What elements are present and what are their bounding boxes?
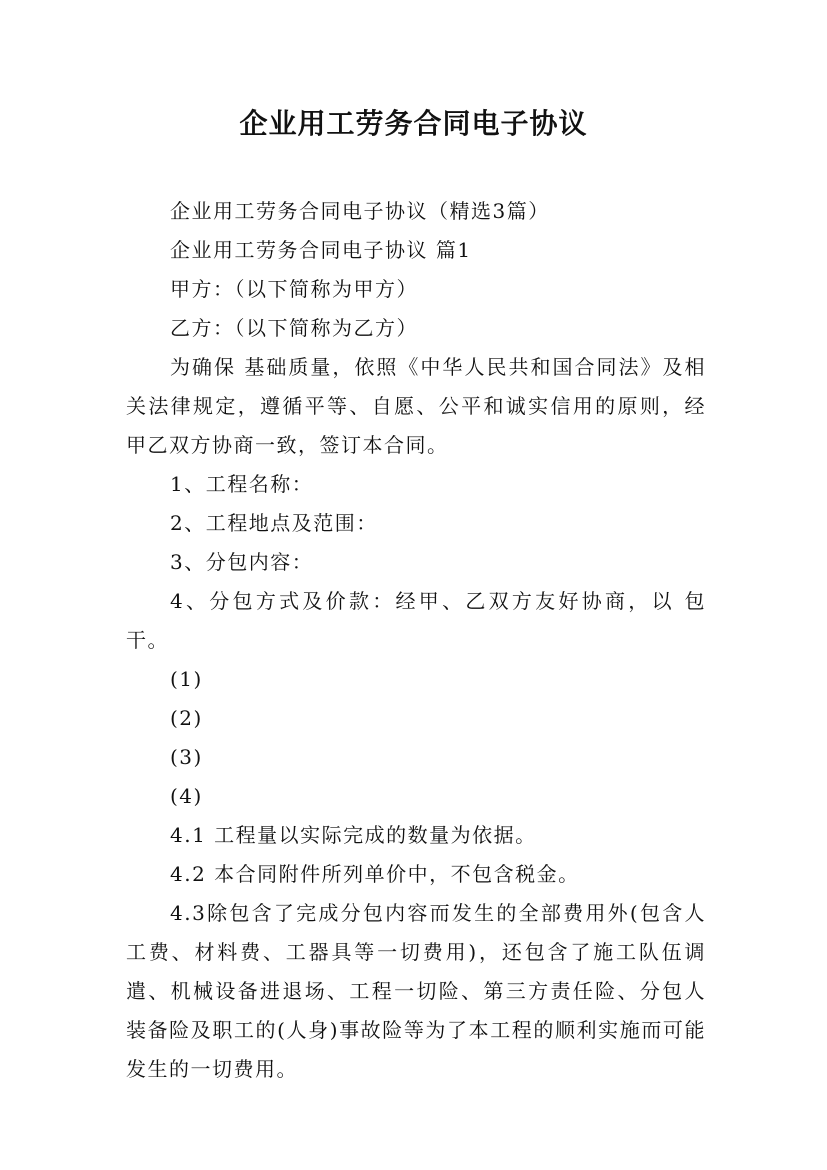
paragraph-clause-4-1: 4.1 工程量以实际完成的数量为依据。 [170, 823, 537, 847]
paragraph-item-1: (1) [170, 667, 203, 691]
paragraph-heading: 企业用工劳务合同电子协议（精选3篇） [170, 199, 550, 223]
paragraph-item-4: (4) [170, 784, 203, 808]
paragraph-clause-4-3: 4.3除包含了完成分包内容而发生的全部费用外(包含人工费、材料费、工器具等一切费用)，还包含了施工队伍调遣、机械设备进退场、工程一切险、第三方责任险、分包人装备险及职工的(人身)事故险等为了本工程的顺利实施而可能发生的一切费用。 [126, 901, 706, 1081]
paragraph-section-title: 企业用工劳务合同电子协议 篇1 [170, 238, 472, 262]
paragraph-subcontract-method: 4、分包方式及价款：经甲、乙双方友好协商，以 包干。 [126, 589, 706, 652]
paragraph-item-2: (2) [170, 706, 203, 730]
paragraph-preamble: 为确保 基础质量，依照《中华人民共和国合同法》及相关法律规定，遵循平等、自愿、公平和诚实信用的原则，经甲乙双方协商一致，签订本合同。 [126, 355, 706, 457]
document-body [126, 192, 706, 1089]
paragraph-subcontract-content: 3、分包内容： [170, 550, 314, 574]
paragraph-item-3: (3) [170, 745, 203, 769]
paragraph-party-a: 甲方：（以下简称为甲方） [170, 277, 418, 301]
document-title: 企业用工劳务合同电子协议 [239, 107, 588, 140]
paragraph-party-b: 乙方：（以下简称为乙方） [170, 316, 418, 340]
paragraph-clause-4-2: 4.2 本合同附件所列单价中，不包含税金。 [170, 862, 580, 886]
paragraph-project-location: 2、工程地点及范围： [170, 511, 378, 535]
paragraph-project-name: 1、工程名称： [170, 472, 314, 496]
